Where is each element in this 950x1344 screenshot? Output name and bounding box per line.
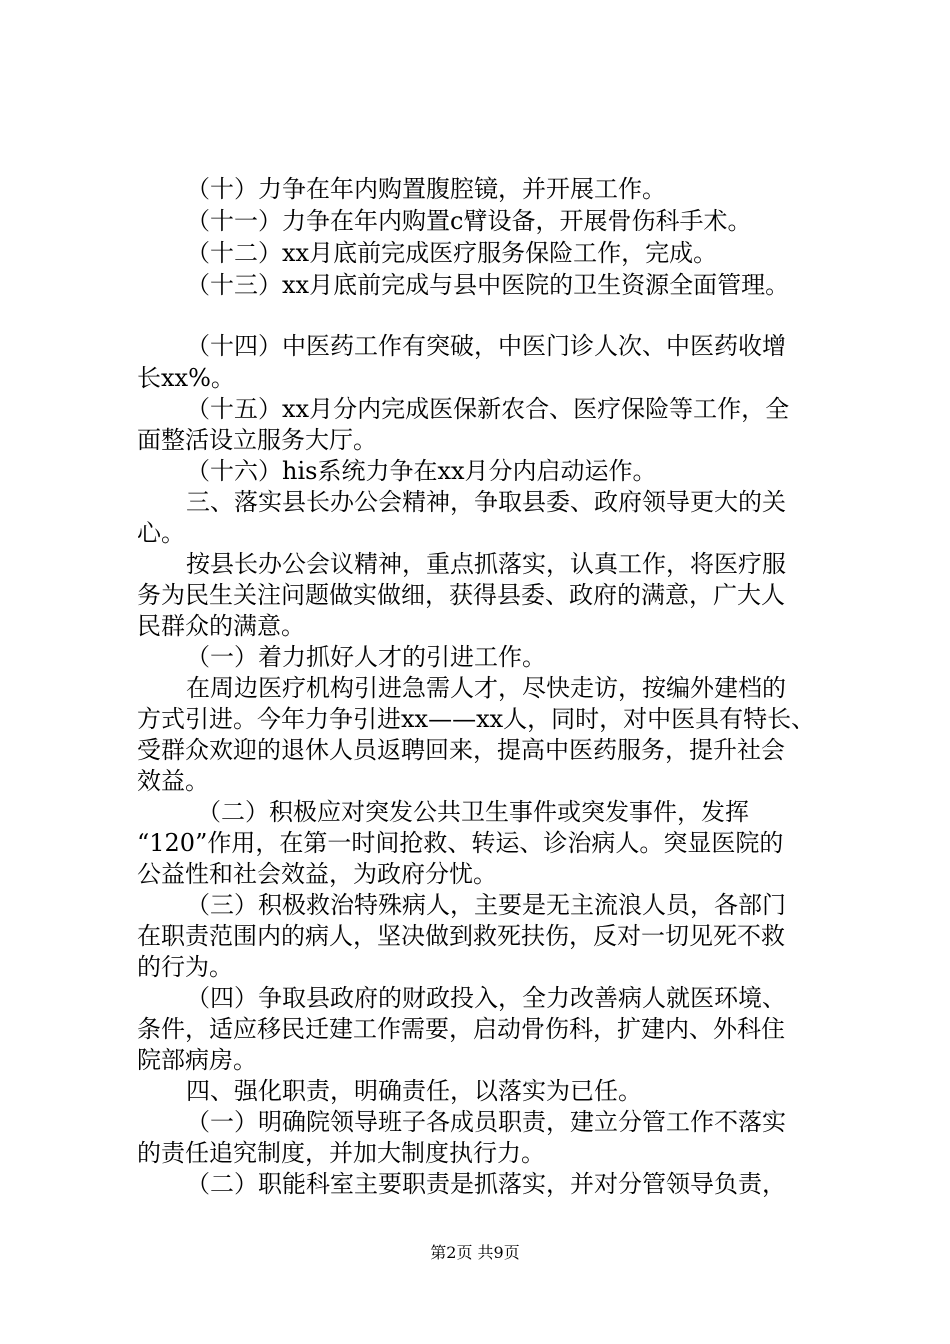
text-line: （十）力争在年内购置腹腔镜，并开展工作。 <box>186 175 666 203</box>
text-line: 按县长办公会议精神，重点抓落实，认真工作，将医疗服 <box>186 550 786 578</box>
text-line: 民群众的满意。 <box>137 612 305 640</box>
text-line: 受群众欢迎的退休人员返聘回来，提高中医药服务，提升社会 <box>137 736 785 764</box>
text-line: 务为民生关注问题做实做细，获得县委、政府的满意，广大人 <box>137 581 785 609</box>
text-line: 的行为。 <box>137 953 233 981</box>
text-line: （一）着力抓好人才的引进工作。 <box>186 643 546 671</box>
text-line: 院部病房。 <box>137 1046 257 1074</box>
text-line: 在周边医疗机构引进急需人才，尽快走访，按编外建档的 <box>186 674 786 702</box>
text-line: 在职责范围内的病人，坚决做到救死扶伤，反对一切见死不救 <box>137 922 785 950</box>
text-line: 面整活设立服务大厅。 <box>137 426 377 454</box>
page-number: 第2页 共9页 <box>430 1243 520 1262</box>
text-line: （一）明确院领导班子各成员职责，建立分管工作不落实 <box>186 1108 786 1136</box>
text-line: 条件，适应移民迁建工作需要，启动骨伤科，扩建内、外科住 <box>137 1015 785 1043</box>
section-heading-cont: 心。 <box>137 519 185 547</box>
text-line: （二）积极应对突发公共卫生事件或突发事件，发挥 <box>197 798 749 826</box>
text-line: （二）职能科室主要职责是抓落实，并对分管领导负责， <box>186 1170 786 1198</box>
text-line: 公益性和社会效益，为政府分忧。 <box>137 860 497 888</box>
text-line: 长xx%。 <box>137 364 235 392</box>
text-line: “120”作用，在第一时间抢救、转运、诊治病人。突显医院的 <box>137 829 784 857</box>
text-line: 效益。 <box>137 767 209 795</box>
text-line: （十五）xx月分内完成医保新农合、医疗保险等工作，全 <box>186 395 790 423</box>
text-line: （四）争取县政府的财政投入，全力改善病人就医环境、 <box>186 984 786 1012</box>
text-line: （十二）xx月底前完成医疗服务保险工作，完成。 <box>186 239 718 267</box>
text-line: （十三）xx月底前完成与县中医院的卫生资源全面管理。 <box>186 271 790 299</box>
text-line: （十一）力争在年内购置c臂设备，开展骨伤科手术。 <box>186 207 752 235</box>
section-heading: 四、强化职责，明确责任，以落实为已任。 <box>186 1077 642 1105</box>
text-line: （十六）his系统力争在xx月分内启动运作。 <box>186 457 657 485</box>
text-line: （三）积极救治特殊病人，主要是无主流浪人员，各部门 <box>186 891 786 919</box>
section-heading: 三、落实县长办公会精神，争取县委、政府领导更大的关 <box>186 488 786 516</box>
text-line: 的责任追究制度，并加大制度执行力。 <box>137 1139 545 1167</box>
text-line: （十四）中医药工作有突破，中医门诊人次、中医药收增 <box>186 332 786 360</box>
text-line: 方式引进。今年力争引进xx——xx人，同时，对中医具有特长、 <box>137 705 816 733</box>
